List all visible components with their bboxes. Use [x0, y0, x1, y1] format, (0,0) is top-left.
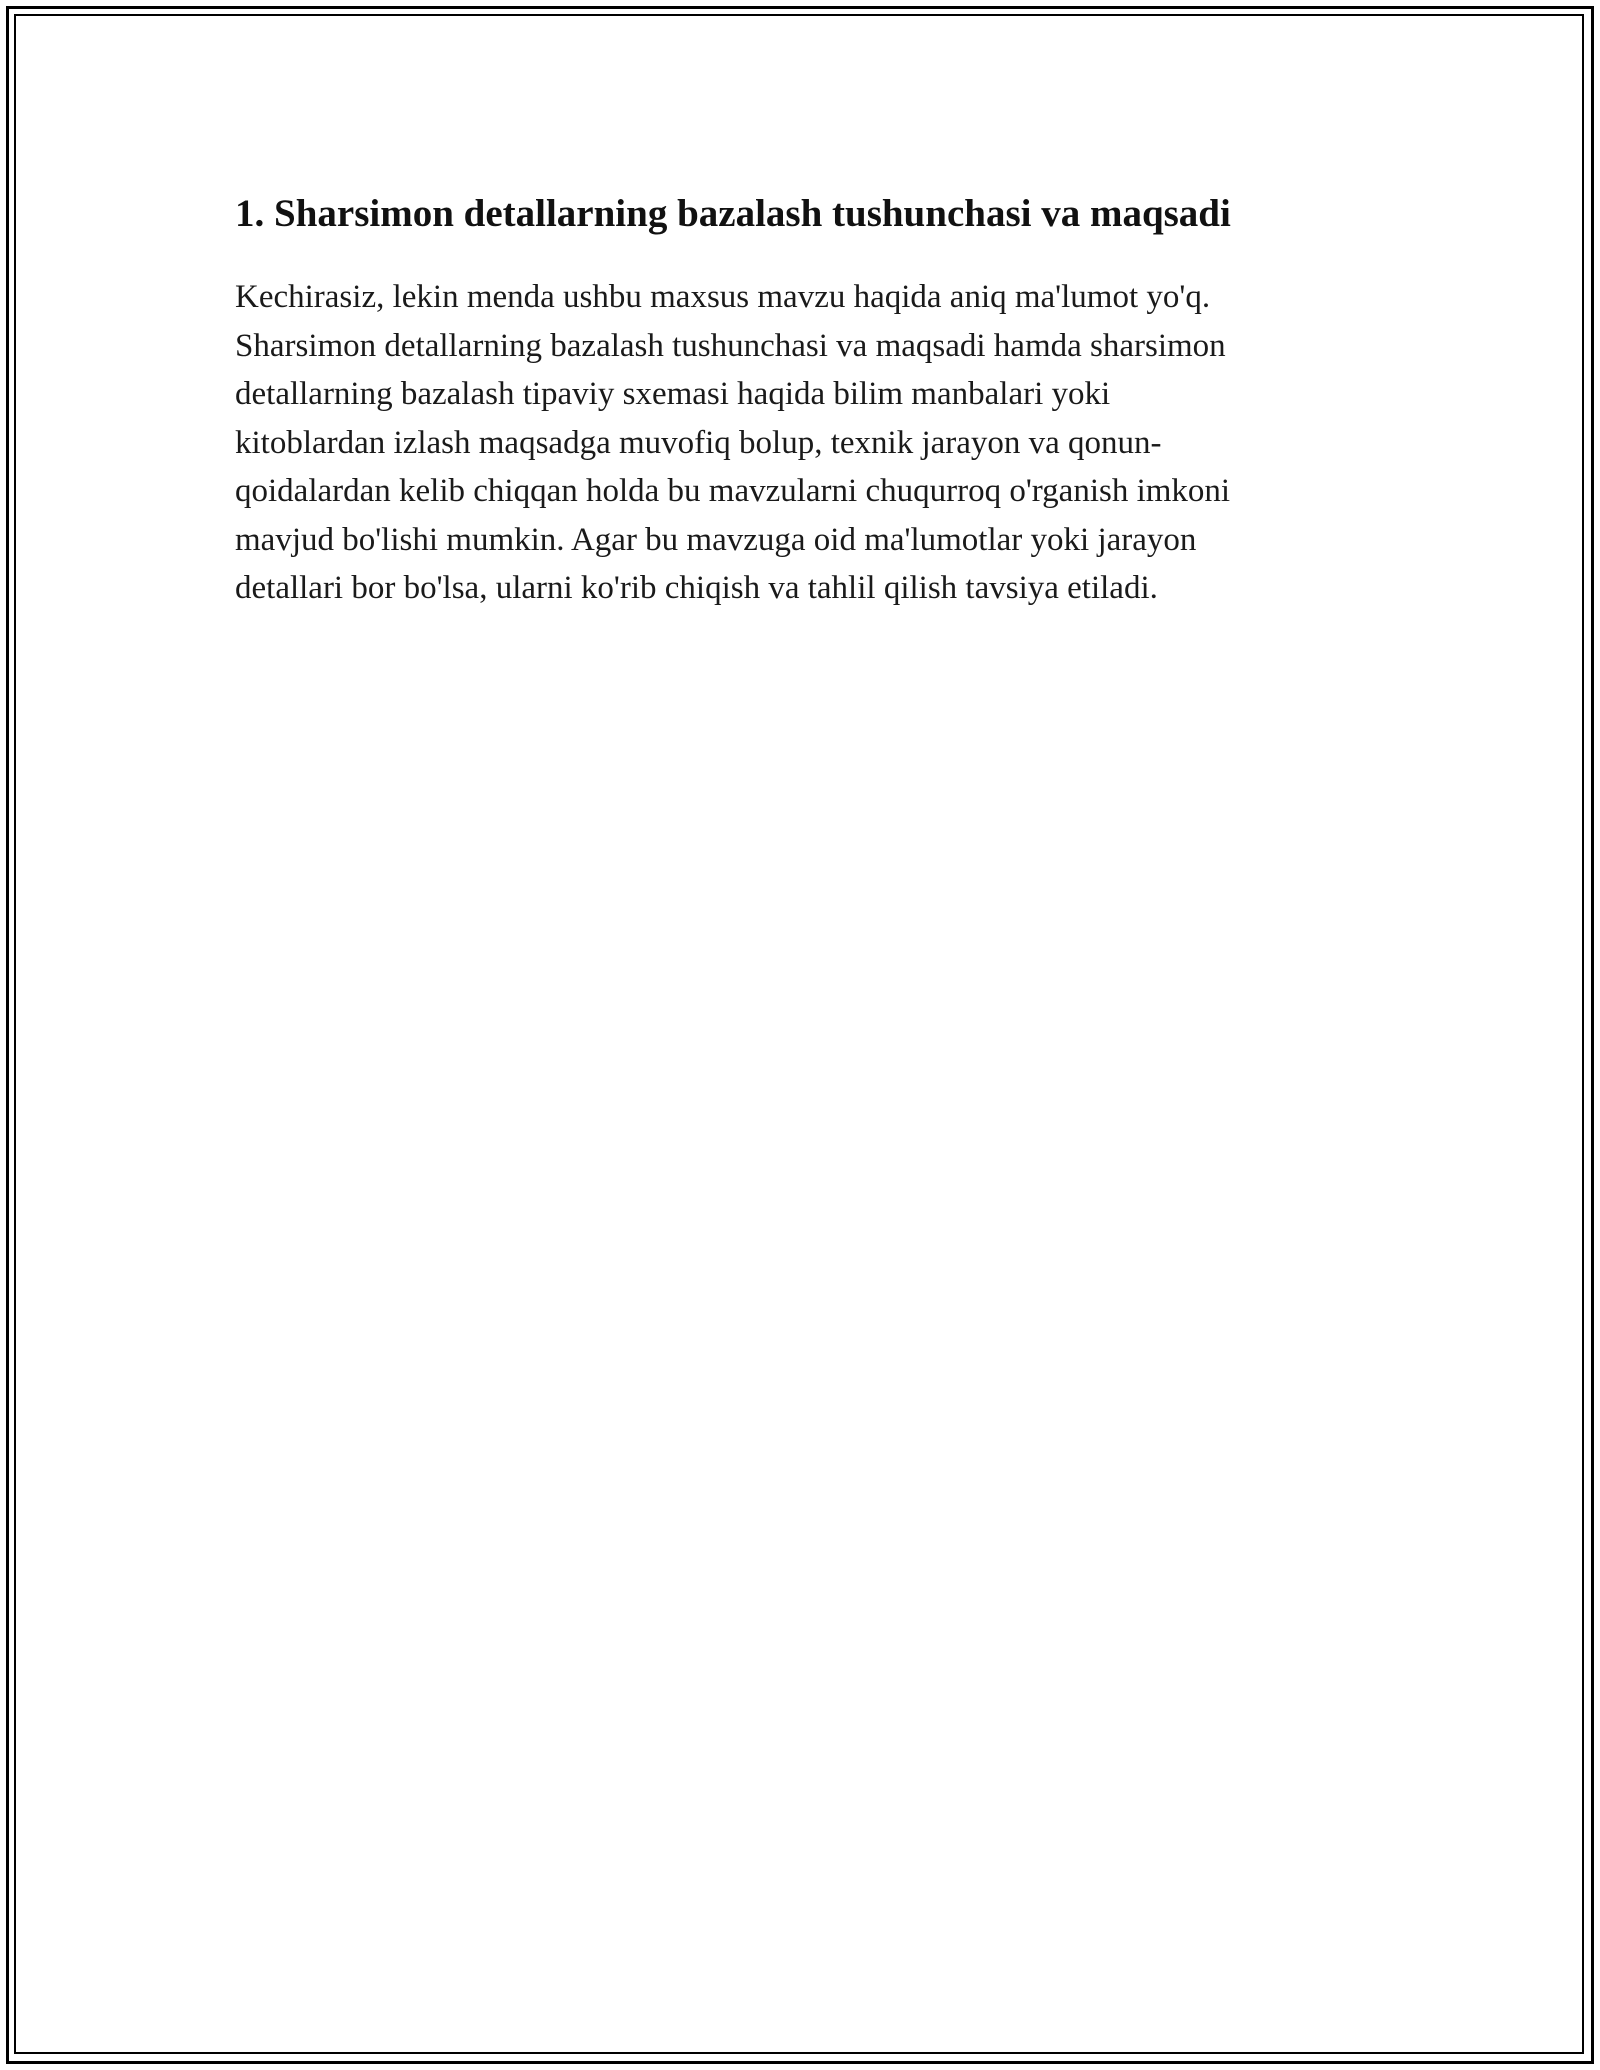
- paragraph-line: kitoblardan izlash maqsadga muvofiq bolup, texnik jarayon va qonun-: [235, 424, 1162, 461]
- paragraph-line: detallari bor bo'lsa, ularni ko'rib chiqish va tahlil qilish tavsiya etiladi.: [235, 570, 1158, 606]
- body-paragraph: [235, 273, 1365, 613]
- section-heading: 1. Sharsimon detallarning bazalash tushunchasi va maqsadi: [235, 192, 1231, 235]
- paragraph-line: qoidalardan kelib chiqqan holda bu mavzularni chuqurroq o'rganish imkoni: [235, 473, 1231, 509]
- paragraph-line: Kechirasiz, lekin menda ushbu maxsus mavzu haqida aniq ma'lumot yo'q.: [235, 279, 1211, 315]
- document-content: [235, 185, 1365, 613]
- paragraph-line: Sharsimon detallarning bazalash tushunchasi va maqsadi hamda sharsimon: [235, 327, 1226, 364]
- paragraph-line: mavjud bo'lishi mumkin. Agar bu mavzuga oid ma'lumotlar yoki jarayon: [235, 521, 1197, 558]
- paragraph-line: detallarning bazalash tipaviy sxemasi haqida bilim manbalari yoki: [235, 376, 1111, 412]
